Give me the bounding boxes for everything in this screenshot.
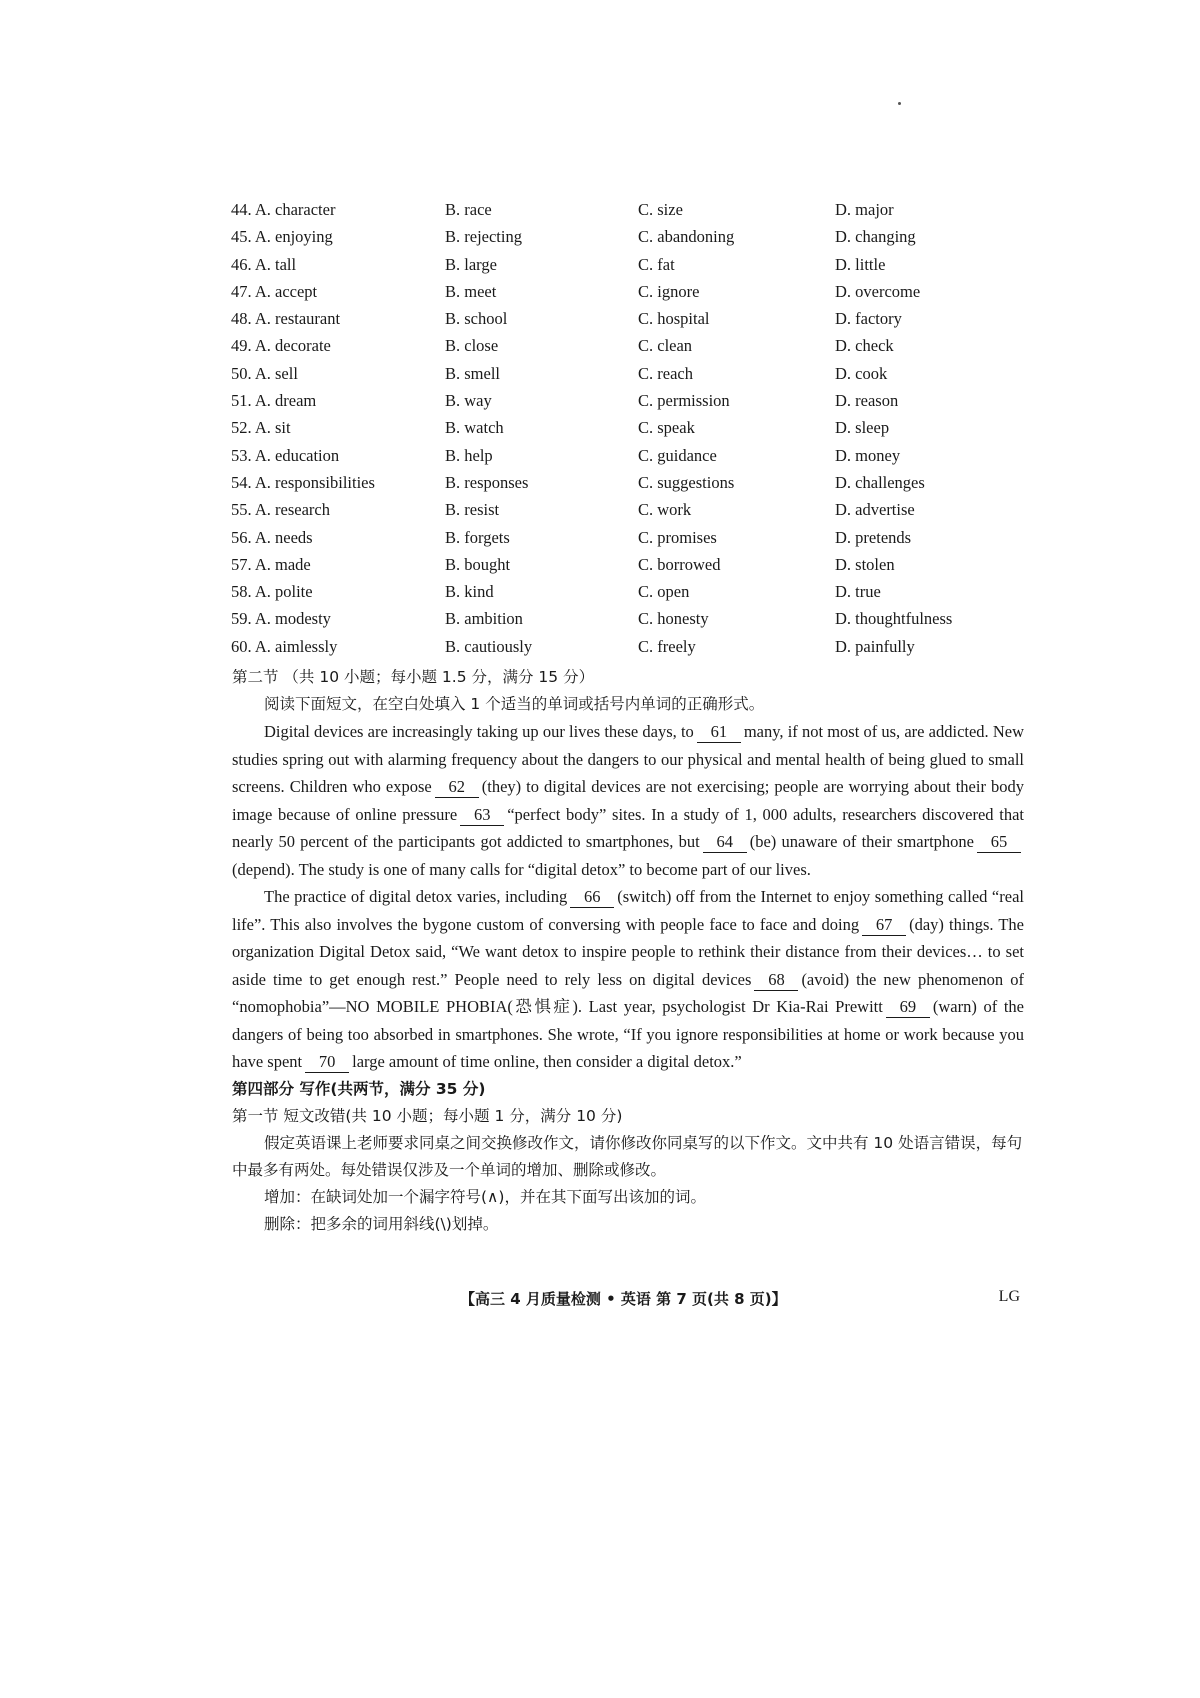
option-d: D. check (835, 336, 894, 356)
option-a: 46. A. tall (231, 254, 297, 274)
option-row (231, 633, 1031, 660)
option-d: D. stolen (835, 554, 895, 574)
option-d: D. little (835, 254, 886, 274)
blank-61: 61 (697, 722, 741, 743)
option-a: 50. A. sell (231, 363, 298, 383)
option-b: B. resist (445, 500, 500, 520)
option-row (231, 332, 1031, 359)
option-c: C. borrowed (638, 554, 721, 574)
option-b: B. race (445, 200, 492, 219)
text: The practice of digital detox varies, including (264, 887, 568, 906)
option-a: 56. A. needs (231, 527, 313, 547)
option-a: 49. A. decorate (231, 336, 331, 356)
option-a: 58. A. polite (231, 582, 313, 602)
option-row (231, 469, 1031, 496)
option-a: 59. A. modesty (231, 609, 331, 629)
text: (avoid) the new phenomenon of “nomophobia”—NO MOBILE PHOBIA(恐惧症). Last year, psychologist Dr Kia-Rai Prewitt (232, 969, 1024, 1016)
passage-paragraph-1 (232, 718, 1024, 883)
option-a: 53. A. education (231, 445, 340, 465)
option-d: D. factory (835, 309, 902, 329)
blank-62: 62 (435, 777, 479, 798)
footer-page-info: 【高三 4 月质量检测 • 英语 第 7 页(共 8 页)】 (460, 1290, 787, 1308)
option-c: C. ignore (638, 281, 700, 301)
option-a: 60. A. aimlessly (231, 636, 338, 656)
text: (warn) of the dangers of being too absorbed in smartphones. She wrote, “If you ignore responsibilities at home or work because you have spent (232, 997, 1024, 1071)
passage-paragraph-2 (232, 883, 1024, 1076)
part4-sub-heading: 第一节 短文改错(共 10 小题；每小题 1 分，满分 10 分) (232, 1106, 623, 1125)
option-d: D. reason (835, 391, 899, 411)
blank-69: 69 (886, 997, 930, 1018)
option-c: C. freely (638, 636, 696, 656)
option-row (231, 305, 1031, 332)
blank-66: 66 (570, 887, 614, 908)
option-c: C. permission (638, 391, 730, 411)
option-b: B. bought (445, 554, 511, 574)
option-c: C. reach (638, 363, 693, 383)
blank-70: 70 (305, 1052, 349, 1073)
option-c: C. clean (638, 336, 693, 356)
blank-67: 67 (862, 915, 906, 936)
option-row (231, 496, 1031, 523)
blank-63: 63 (460, 805, 504, 826)
option-c: C. speak (638, 418, 695, 438)
text: (they) to digital devices are not exercising; people are worrying about their body image because of online pressure (232, 777, 1024, 824)
option-c: C. open (638, 582, 690, 602)
cloze-options (231, 196, 1031, 660)
text: Digital devices are increasingly taking up our lives these days, to (264, 722, 694, 741)
option-d: D. sleep (835, 418, 890, 438)
section2-instruction: 阅读下面短文，在空白处填入 1 个适当的单词或括号内单词的正确形式。 (264, 695, 765, 713)
option-a: 48. A. restaurant (231, 309, 341, 329)
option-c: C. honesty (638, 609, 709, 629)
option-b: B. forgets (445, 527, 510, 547)
option-b: B. help (445, 445, 493, 465)
option-c: C. abandoning (638, 227, 735, 247)
option-d: D. advertise (835, 500, 915, 520)
option-a: 45. A. enjoying (231, 227, 333, 247)
option-row (231, 360, 1031, 387)
option-b: B. kind (445, 582, 494, 602)
text: (switch) off from the Internet to enjoy something called “real life”. This also involves the bygone custom of conversing with people face to face and doing (232, 887, 1024, 934)
delete-rule: 删除：把多余的词用斜线(\)划掉。 (264, 1214, 499, 1233)
blank-64: 64 (703, 832, 747, 853)
option-c: C. suggestions (638, 472, 735, 492)
option-row (231, 196, 1031, 223)
option-a: 57. A. made (231, 554, 311, 574)
option-d: D. painfully (835, 636, 915, 656)
option-row (231, 605, 1031, 632)
option-d: D. challenges (835, 472, 925, 492)
option-b: B. rejecting (445, 227, 522, 247)
option-a: 51. A. dream (231, 391, 317, 411)
option-row (231, 251, 1031, 278)
option-b: B. watch (445, 418, 504, 438)
text: many, if not most of us, are addicted. New studies spring out with alarming frequency about the dangers to our physical and mental health of being glued to small screens. Children who expose (232, 722, 1024, 796)
option-b: B. smell (445, 363, 501, 383)
option-b: B. close (445, 336, 499, 356)
option-row (231, 387, 1031, 414)
option-a: 55. A. research (231, 500, 330, 520)
option-row (231, 223, 1031, 250)
option-a: 47. A. accept (231, 281, 318, 301)
blank-65: 65 (977, 832, 1021, 853)
option-d: D. changing (835, 227, 916, 247)
text: large amount of time online, then consider a digital detox.” (352, 1052, 742, 1071)
text: (be) unaware of their smartphone (749, 832, 975, 851)
add-rule: 增加：在缺词处加一个漏字符号(∧)，并在其下面写出该加的词。 (264, 1187, 706, 1206)
option-a: 54. A. responsibilities (231, 472, 375, 492)
option-b: B. responses (445, 472, 529, 492)
option-row (231, 414, 1031, 441)
option-row (231, 551, 1031, 578)
option-c: C. promises (638, 527, 717, 547)
page-content (232, 664, 1024, 1238)
option-a: 44. A. character (231, 200, 336, 219)
option-a: 52. A. sit (231, 418, 291, 438)
scan-speck (898, 102, 901, 105)
option-row (231, 524, 1031, 551)
option-d: D. true (835, 582, 881, 602)
blank-68: 68 (754, 970, 798, 991)
option-c: C. hospital (638, 309, 710, 329)
option-row (231, 278, 1031, 305)
option-row (231, 442, 1031, 469)
part4-heading: 第四部分 写作(共两节，满分 35 分) (232, 1079, 486, 1098)
part4-instruction: 假定英语课上老师要求同桌之间交换修改作文，请你修改你同桌写的以下作文。文中共有 10 处语言错误，每句中最多有两处。每处错误仅涉及一个单词的增加、删除或修改。 (232, 1133, 1023, 1179)
option-b: B. cautiously (445, 636, 533, 656)
option-c: C. work (638, 500, 692, 520)
option-b: B. meet (445, 281, 497, 301)
option-d: D. thoughtfulness (835, 609, 953, 629)
option-c: C. fat (638, 254, 675, 274)
option-c: C. size (638, 200, 683, 219)
option-c: C. guidance (638, 445, 717, 465)
footer-code: LG (998, 1288, 1020, 1305)
option-b: B. school (445, 309, 508, 329)
text: (day) things. The organization Digital Detox said, “We want detox to inspire people to rethink their distance from their devices… to set aside time to get enough rest.” People need to rely less on digital devices (232, 914, 1024, 989)
option-d: D. overcome (835, 281, 921, 301)
option-d: D. cook (835, 363, 888, 383)
option-d: D. money (835, 445, 901, 465)
option-d: D. major (835, 200, 894, 219)
text: (depend). The study is one of many calls for “digital detox” to become part of our lives. (232, 859, 811, 879)
option-row (231, 578, 1031, 605)
option-b: B. large (445, 254, 497, 274)
section2-heading: 第二节 （共 10 小题；每小题 1.5 分，满分 15 分） (232, 668, 595, 686)
text: “perfect body” sites. In a study of 1, 000 adults, researchers discovered that nearly 50 percent of the participants got addicted to smartphones, but (232, 804, 1024, 851)
option-d: D. pretends (835, 527, 912, 547)
page-footer (232, 1288, 1024, 1314)
option-b: B. ambition (445, 609, 523, 629)
option-b: B. way (445, 391, 492, 411)
